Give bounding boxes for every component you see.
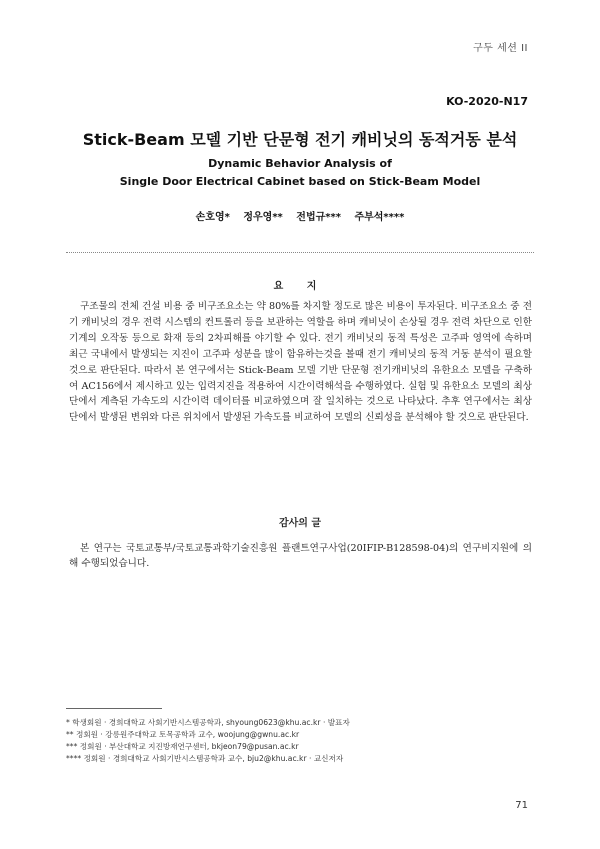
- footnote-item: **** 정회원 · 경희대학교 사회기반시스템공학과 교수, bju2@khu.ac.kr · 교신저자: [66, 754, 344, 763]
- author-list: [0, 208, 600, 223]
- footnote-item: * 학생회원 · 경희대학교 사회기반시스템공학과, shyoung0623@khu.ac.kr · 발표자: [66, 718, 350, 727]
- footnote-rule: [66, 708, 162, 709]
- paper-title-korean: Stick-Beam 모델 기반 단문형 전기 캐비닛의 동적거동 분석: [82, 130, 518, 149]
- paper-title-english-line1: Dynamic Behavior Analysis of: [208, 157, 392, 170]
- footnote-item: *** 정회원 · 부산대학교 지진방재연구센터, bkjeon79@pusan.ac.kr: [66, 742, 299, 751]
- footnote-item: ** 정회원 · 강릉원주대학교 토목공학과 교수, woojung@gwnu.ac.kr: [66, 730, 300, 739]
- author-name: 정우영**: [243, 212, 283, 223]
- acknowledgement-body: 본 연구는 국토교통부/국토교통과학기술진흥원 플랜트연구사업(20IFIP-B128598-04)의 연구비지원에 의해 수행되었습니다.: [69, 543, 532, 569]
- session-label: 구두 세션 II: [473, 43, 528, 54]
- paper-title-english-line2: Single Door Electrical Cabinet based on Stick-Beam Model: [119, 175, 481, 188]
- paper-id: KO-2020-N17: [446, 95, 528, 108]
- section-divider: [66, 252, 534, 253]
- acknowledgement-heading: 감사의 글: [278, 518, 322, 529]
- author-name: 전법규***: [296, 212, 341, 223]
- abstract-heading: 요 지: [273, 281, 327, 292]
- abstract-body: 구조물의 전체 건설 비용 중 비구조요소는 약 80%를 차지할 정도로 많은 비용이 투자된다. 비구조요소 중 전기 캐비닛의 경우 전력 시스템의 컨트롤러 등을 보관하는 역할을 하며 캐비닛이 손상될 경우 전력 차단으로 인한 기계의 오작동 등으로 화재 등의 2차피해를 야기할 수 있다. 전기 캐비닛의 동적 특성은 고주파 영역에 속하며 최근 국내에서 발생되는 지진이 고주파 성분을 많이 함유하는것을 볼때 전기 캐비닛의 동적 거동 분석이 필요할 것으로 판단된다. 따라서 본 연구에서는 Stick-Beam 모델 기반 단문형 전기캐비닛의 유한요소 모델을 구축하여 AC156에서 제시하고 있는 입력지진을 적용하여 시간이력해석을 수행하였다. 실험 및 유한요소 모델의 최상단에서 계측된 가속도의 시간이력 데이터를 비교하였으며 잘 일치하는 것으로 나타났다. 추후 연구에서는 최상단에서 발생된 변위와 다른 위치에서 발생된 가속도를 비교하여 모델의 신뢰성을 분석해야 할 것으로 판단된다.: [69, 301, 532, 424]
- footnote-list: [66, 717, 350, 765]
- page-number: 71: [515, 800, 528, 811]
- author-name: 주부석****: [354, 212, 405, 223]
- author-name: 손호영*: [195, 212, 230, 223]
